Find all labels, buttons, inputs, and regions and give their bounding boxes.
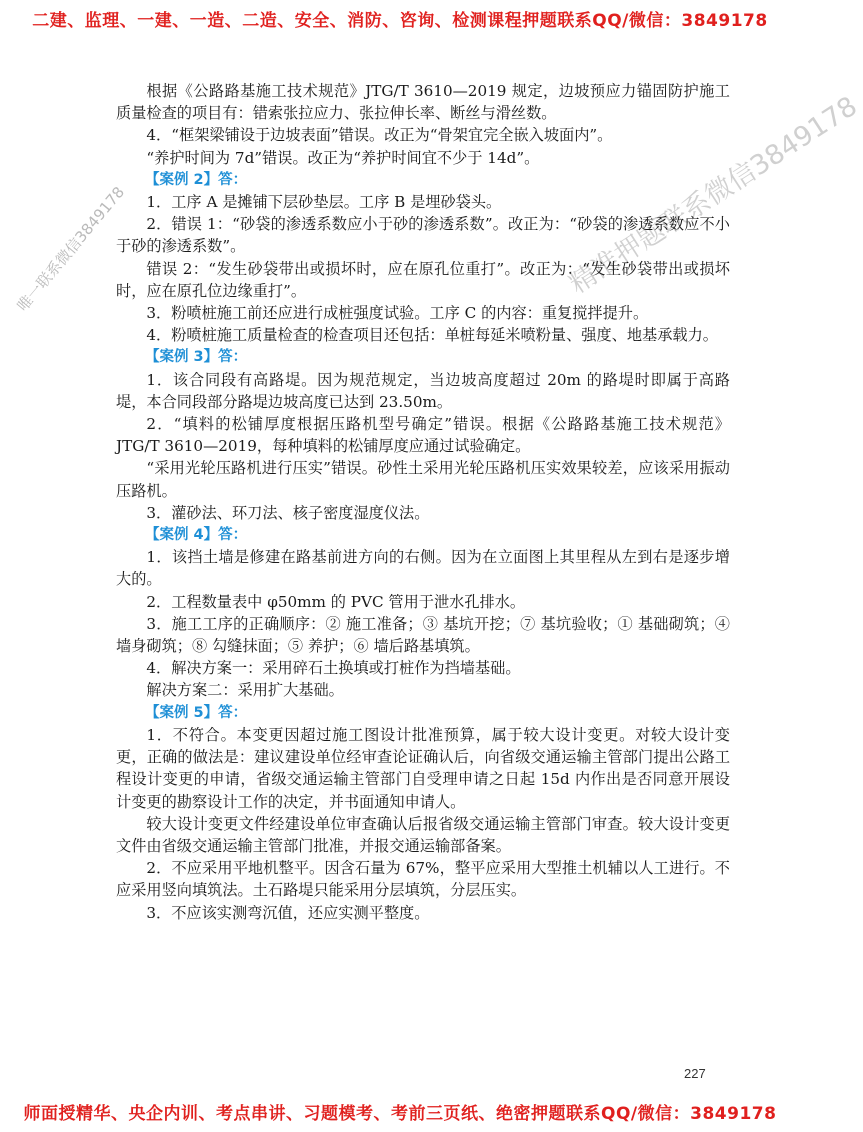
- paragraph: 2．“填料的松铺厚度根据压路机型号确定”错误。根据《公路路基施工技术规范》JTG/T 3610—2019，每种填料的松铺厚度应通过试验确定。: [116, 415, 730, 456]
- case-heading: 【案例 3】答：: [145, 349, 248, 366]
- paragraph: 3．施工工序的正确顺序：② 施工准备；③ 基坑开挖；⑦ 基坑验收；① 基础砌筑；④ 墙身砌筑；⑧ 勾缝抹面；⑤ 养护；⑥ 墙后路基填筑。: [116, 614, 730, 656]
- paragraph: 解决方案二：采用扩大基础。: [146, 681, 344, 700]
- paragraph: “采用光轮压路机进行压实”错误。砂性土采用光轮压路机压实效果较差，应该采用振动压路机。: [116, 459, 730, 500]
- paragraph: “养护时间为 7d”错误。改正为“养护时间宜不少于 14d”。: [146, 148, 540, 167]
- paragraph: 4．粉喷桩施工质量检查的检查项目还包括：单桩每延米喷粉量、强度、地基承载力。: [146, 326, 718, 345]
- paragraph: 2．不应采用平地机整平。因含石量为 67%，整平应采用大型推土机辅以人工进行。不应采用竖向填筑法。土石路堤只能采用分层填筑，分层压实。: [116, 859, 730, 900]
- paragraph: 4．解决方案一：采用碎石土换填或打桩作为挡墙基础。: [146, 659, 521, 678]
- case-heading: 【案例 2】答：: [145, 171, 248, 188]
- paragraph: 根据《公路路基施工技术规范》JTG/T 3610—2019 规定，边坡预应力锚固防护施工质量检查的项目有：错索张拉应力、张拉伸长率、断丝与滑丝数。: [116, 82, 730, 123]
- paragraph: 2．工程数量表中 φ50mm 的 PVC 管用于泄水孔排水。: [146, 592, 526, 611]
- paragraph: 错误 2：“发生砂袋带出或损坏时，应在原孔位重打”。改正为：“发生砂袋带出或损坏时，应在原孔位边缘重打”。: [116, 259, 730, 300]
- paragraph: 3．灌砂法、环刀法、核子密度湿度仪法。: [146, 503, 430, 522]
- top-contact-banner: 二建、监理、一建、一造、二造、安全、消防、咨询、检测课程押题联系QQ/微信：3849178: [32, 11, 768, 31]
- paragraph: 3．不应该实测弯沉值，还应实测平整度。: [146, 903, 430, 922]
- document-body: [116, 80, 730, 924]
- case-heading: 【案例 5】答：: [145, 704, 248, 721]
- paragraph: 4．“框架梁铺设于边坡表面”错误。改正为“骨架宜完全嵌入坡面内”。: [146, 126, 613, 145]
- paragraph: 1．该挡土墙是修建在路基前进方向的右侧。因为在立面图上其里程从左到右是逐步增大的。: [116, 548, 730, 589]
- paragraph: 2．错误 1：“砂袋的渗透系数应小于砂的渗透系数”。改正为：“砂袋的渗透系数应不小于砂的渗透系数”。: [116, 215, 730, 256]
- watermark-right: 精准押题联系微信3849178: [563, 90, 863, 300]
- paragraph: 1．不符合。本变更因超过施工图设计批准预算，属于较大设计变更。对较大设计变更，正确的做法是：建议建设单位经审查论证确认后，向省级交通运输主管部门提出公路工程设计变更的申请，省级交通运输主管部门自受理申请之日起 15d 内作出是否同意开展设计变更的勘察设计工作的决定，并书面通知申请人。: [116, 725, 730, 811]
- paragraph: 1．该合同段有高路堤。因为规范规定，当边坡高度超过 20m 的路堤时即属于高路堤，本合同段部分路堤边坡高度已达到 23.50m。: [116, 370, 730, 411]
- bottom-contact-banner: 师面授精华、央企内训、考点串讲、习题模考、考前三页纸、绝密押题联系QQ/微信：3849178: [23, 1104, 777, 1124]
- paragraph: 3．粉喷桩施工前还应进行成桩强度试验。工序 C 的内容：重复搅拌提升。: [146, 304, 649, 323]
- paragraph: 1．工序 A 是摊铺下层砂垫层。工序 B 是埋砂袋头。: [146, 193, 502, 212]
- watermark-left: 唯一联系微信3849178: [13, 183, 129, 315]
- paragraph: 较大设计变更文件经建设单位审查确认后报省级交通运输主管部门审查。较大设计变更文件由省级交通运输主管部门批准，并报交通运输部备案。: [116, 814, 730, 855]
- page-number: 227: [684, 1066, 706, 1081]
- case-heading: 【案例 4】答：: [145, 527, 248, 544]
